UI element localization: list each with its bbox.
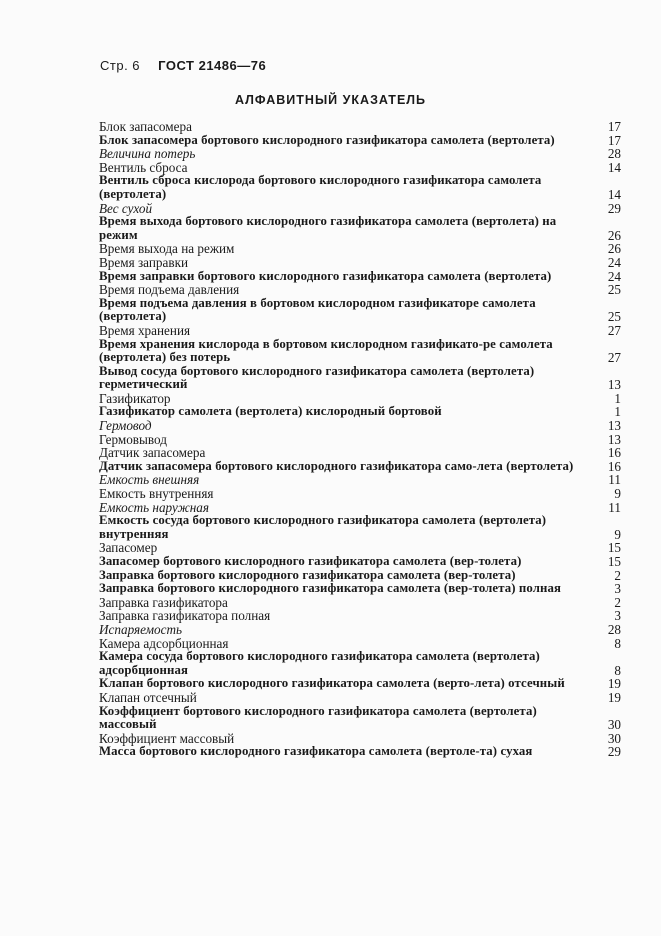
index-term: Запасомер	[99, 540, 158, 556]
index-entry	[99, 297, 621, 324]
index-page-ref: 16	[607, 445, 621, 461]
index-term: Емкость наружная	[99, 499, 210, 515]
index-term: Масса бортового кислородного газификатора самолета (вертоле-та) сухая	[99, 744, 533, 759]
index-page-ref: 3	[614, 581, 621, 597]
index-page-ref: 28	[607, 146, 621, 162]
index-page-ref: 13	[607, 418, 621, 434]
index-page-ref: 8	[614, 635, 621, 651]
index-entry	[99, 338, 621, 365]
index-term: Заправка бортового кислородного газификатора самолета (вер-толета)	[99, 567, 516, 582]
index-page-ref: 3	[614, 608, 621, 624]
index-entry	[99, 174, 621, 201]
index-entry	[99, 569, 621, 583]
index-term: Запасомер бортового кислородного газификатора самолета (вер-толета)	[99, 554, 522, 568]
index-term: Гермовод	[99, 418, 152, 434]
index-entry	[99, 487, 621, 501]
index-entry	[99, 555, 621, 569]
index-entry	[99, 582, 621, 596]
index-term: Заправка газификатора полная	[99, 608, 271, 624]
index-page-ref: 16	[607, 458, 621, 474]
index-entry	[99, 596, 621, 610]
index-page-ref: 14	[607, 159, 621, 175]
page-header	[100, 58, 266, 73]
index-term: Газификатор самолета (вертолета) кислородный бортовой	[99, 404, 442, 419]
index-entry	[99, 256, 621, 270]
index-term: Вентиль сброса кислорода бортового кислородного газификатора самолета (вертолета)	[99, 173, 542, 201]
index-page-ref: 29	[607, 744, 621, 760]
index-entry	[99, 419, 621, 433]
index-term: Емкость внутренняя	[99, 486, 214, 502]
index-entry	[99, 473, 621, 487]
index-entry	[99, 242, 621, 256]
index-entry	[99, 501, 621, 515]
index-page-ref: 13	[607, 431, 621, 447]
index-entry	[99, 283, 621, 297]
index-term: Емкость сосуда бортового кислородного газификатора самолета (вертолета) внутренняя	[99, 513, 547, 541]
index-term: Время заправки	[99, 254, 189, 270]
index-term: Время заправки бортового кислородного газификатора самолета (вертолета)	[99, 268, 552, 283]
standard-number: ГОСТ 21486—76	[158, 58, 267, 73]
index-term: Время выхода на режим	[99, 241, 235, 257]
index-page-ref: 2	[614, 567, 621, 583]
index-page-ref: 15	[607, 540, 621, 556]
index-term: Емкость внешняя	[99, 472, 200, 488]
index-term: Время выхода бортового кислородного газификатора самолета (вертолета) на режим	[99, 214, 557, 242]
index-entry	[99, 637, 621, 651]
index-term: Время хранения	[99, 322, 191, 338]
index-term: Гермовывод	[99, 431, 167, 447]
index-term: Вывод сосуда бортового кислородного газификатора самолета (вертолета) герметический	[99, 363, 535, 392]
index-entry	[99, 705, 621, 732]
index-page-ref: 17	[607, 132, 621, 148]
index-page-ref: 17	[607, 119, 621, 134]
index-page-ref: 19	[607, 689, 621, 705]
index-term: Вес сухой	[99, 200, 153, 216]
index-entry	[99, 446, 621, 460]
index-term: Камера сосуда бортового кислородного газификатора самолета (вертолета) адсорбционная	[99, 649, 540, 677]
index-entry	[99, 120, 621, 134]
index-term: Заправка бортового кислородного газификатора самолета (вер-толета) полная	[99, 581, 561, 596]
index-title: АЛФАВИТНЫЙ УКАЗАТЕЛЬ	[234, 93, 427, 107]
index-entry	[99, 202, 621, 216]
index-page-ref: 30	[607, 730, 621, 746]
index-entry	[99, 460, 621, 474]
index-entry	[99, 732, 621, 746]
index-page-ref: 24	[607, 268, 621, 284]
index-page-ref: 13	[607, 377, 621, 393]
index-entry	[99, 405, 621, 419]
index-term: Датчик запасомера бортового кислородного газификатора само-лета (вертолета)	[99, 458, 574, 473]
index-entry	[99, 215, 621, 242]
index-page-ref: 11	[608, 472, 621, 488]
index-page-ref: 1	[614, 404, 621, 420]
index-page-ref: 26	[607, 241, 621, 257]
index-term: Клапан бортового кислородного газификатора самолета (верто-лета) отсечный	[99, 676, 565, 691]
index-term: Коэффициент бортового кислородного газификатора самолета (вертолета) массовый	[99, 703, 537, 732]
index-page-ref: 25	[607, 282, 621, 298]
index-entry	[99, 691, 621, 705]
index-entry	[99, 324, 621, 338]
index-entry	[99, 541, 621, 555]
index-entry	[99, 365, 621, 392]
index-term: Вентиль сброса	[99, 159, 188, 175]
index-page-ref: 15	[607, 554, 621, 569]
index-entry	[99, 161, 621, 175]
index-entry	[99, 623, 621, 637]
index-term: Клапан отсечный	[99, 689, 197, 705]
index-term: Камера адсорбционная	[99, 635, 229, 651]
index-page-ref: 14	[607, 186, 621, 202]
alphabetical-index	[99, 120, 621, 759]
index-entry	[99, 609, 621, 623]
index-term: Время подъема давления в бортовом кислородном газификаторе самолета (вертолета)	[99, 295, 536, 324]
index-page-ref: 27	[607, 350, 621, 366]
index-page-ref: 29	[607, 200, 621, 216]
index-page-ref: 9	[614, 526, 621, 542]
index-entry	[99, 433, 621, 447]
index-page-ref: 11	[608, 499, 621, 515]
index-term: Испаряемость	[99, 621, 183, 637]
index-entry	[99, 677, 621, 691]
index-page-ref: 19	[607, 676, 621, 692]
index-entry	[99, 147, 621, 161]
index-page-ref: 9	[614, 486, 621, 502]
index-term: Блок запасомера	[99, 119, 192, 134]
index-page-ref: 28	[607, 621, 621, 637]
index-entry	[99, 650, 621, 677]
index-term: Величина потерь	[99, 146, 196, 162]
index-page-ref: 8	[614, 662, 621, 678]
index-page-ref: 26	[607, 227, 621, 243]
index-page-ref: 30	[607, 717, 621, 733]
index-page-ref: 27	[607, 322, 621, 338]
index-term: Заправка газификатора	[99, 594, 228, 610]
index-page-ref: 1	[614, 390, 621, 406]
page-number: Стр. 6	[100, 58, 141, 73]
index-term: Время хранения кислорода в бортовом кислородном газификато-ре самолета (вертолета) без потерь	[99, 336, 553, 365]
index-page-ref: 25	[607, 309, 621, 325]
index-term: Датчик запасомера	[99, 445, 206, 461]
index-entry	[99, 392, 621, 406]
index-entry	[99, 745, 621, 759]
index-entry	[99, 134, 621, 148]
index-term: Коэффициент массовый	[99, 730, 235, 746]
index-page-ref: 24	[607, 254, 621, 270]
index-term: Газификатор	[99, 390, 171, 406]
index-entry	[99, 270, 621, 284]
index-page-ref: 2	[614, 594, 621, 610]
index-entry	[99, 514, 621, 541]
index-term: Время подъема давления	[99, 282, 240, 298]
index-term: Блок запасомера бортового кислородного газификатора самолета (вертолета)	[99, 132, 555, 147]
